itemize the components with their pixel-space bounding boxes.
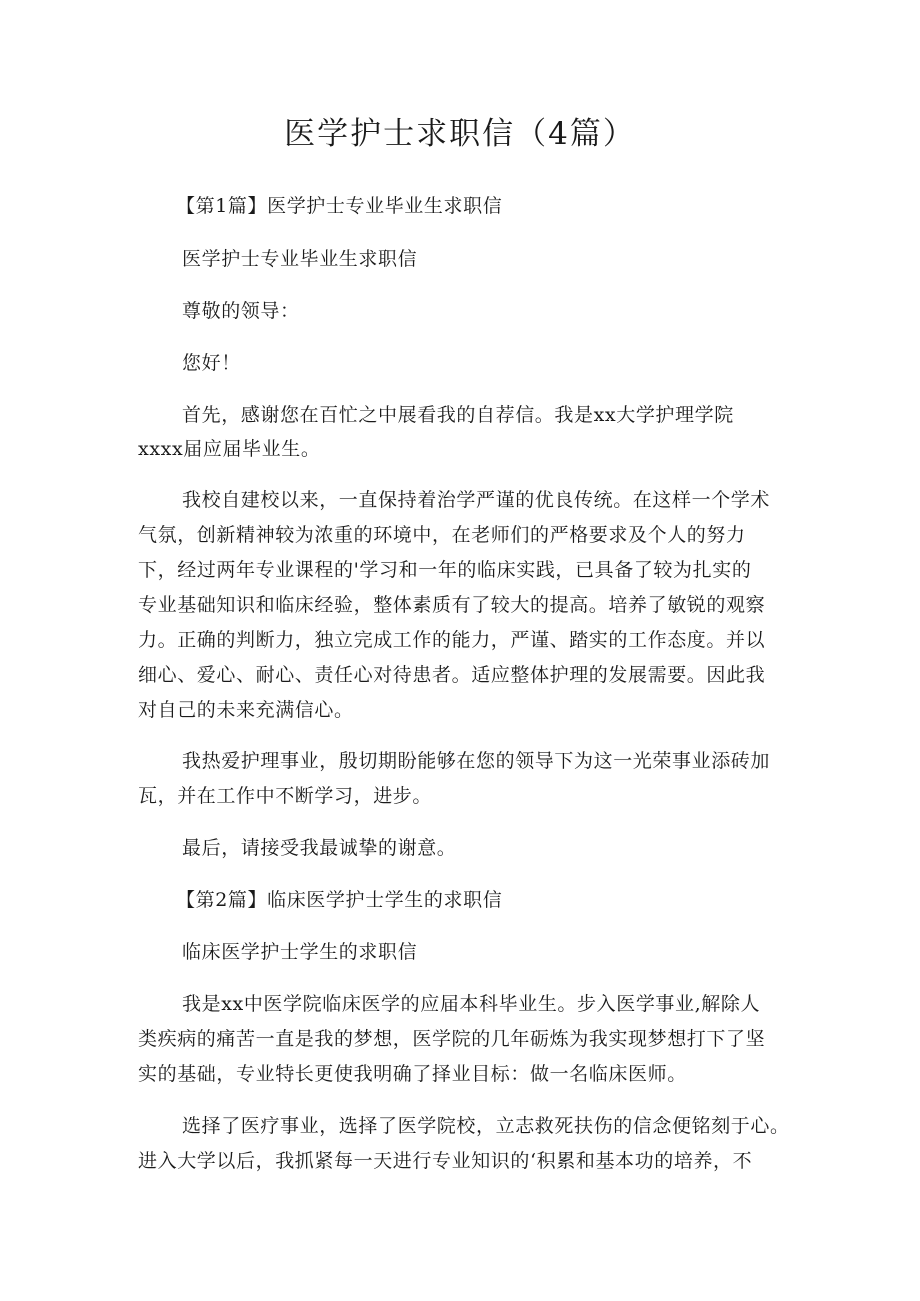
paragraph-line: 气氛，创新精神较为浓重的环境中，在老师们的严格要求及个人的努力 xyxy=(138,524,746,546)
paragraph-line: 我校自建校以来，一直保持着治学严谨的优良传统。在这样一个学术 xyxy=(182,489,771,511)
greeting: 您好！ xyxy=(182,352,241,374)
paragraph-line: 实的基础，专业特长更使我明确了择业目标：做一名临床医师。 xyxy=(138,1063,687,1085)
section1-subtitle: 医学护士专业毕业生求职信 xyxy=(182,248,418,270)
paragraph-line: 细心、爱心、耐心、责任心对待患者。适应整体护理的发展需要。因此我 xyxy=(138,664,766,686)
paragraph-line: 我是xx中医学院临床医学的应届本科毕业生。步入医学事业,解除人 xyxy=(182,993,761,1015)
paragraph-line: 力。正确的判断力，独立完成工作的能力，严谨、踏实的工作态度。并以 xyxy=(138,629,766,651)
document-title: 医学护士求职信（4篇） xyxy=(284,116,636,152)
salutation: 尊敬的领导： xyxy=(182,300,300,322)
paragraph-line: xxxx届应届毕业生。 xyxy=(138,438,321,460)
paragraph-line: 瓦，并在工作中不断学习，进步。 xyxy=(138,785,433,807)
paragraph-line: 专业基础知识和临床经验，整体素质有了较大的提高。培养了敏锐的观察 xyxy=(138,594,766,616)
paragraph-line: 我热爱护理事业，殷切期盼能够在您的领导下为这一光荣事业添砖加 xyxy=(182,750,771,772)
section2-subtitle: 临床医学护士学生的求职信 xyxy=(182,941,418,963)
section1-heading: 【第1篇】医学护士专业毕业生求职信 xyxy=(176,195,503,217)
paragraph-line: 首先，感谢您在百忙之中展看我的自荐信。我是xx大学护理学院 xyxy=(182,404,734,426)
paragraph-line: 类疾病的痛苦一直是我的梦想，医学院的几年砺炼为我实现梦想打下了坚 xyxy=(138,1028,766,1050)
closing: 最后，请接受我最诚挚的谢意。 xyxy=(182,837,457,859)
paragraph-line: 对自己的未来充满信心。 xyxy=(138,699,354,721)
paragraph-line: 选择了医疗事业，选择了医学院校，立志救死扶伤的信念便铭刻于心。 xyxy=(182,1115,790,1137)
section2-heading: 【第2篇】临床医学护士学生的求职信 xyxy=(176,889,503,911)
paragraph-line: 下，经过两年专业课程的'学习和一年的临床实践，已具备了较为扎实的 xyxy=(138,559,752,581)
paragraph-line: 进入大学以后，我抓紧每一天进行专业知识的‘积累和基本功的培养，不 xyxy=(138,1150,753,1172)
